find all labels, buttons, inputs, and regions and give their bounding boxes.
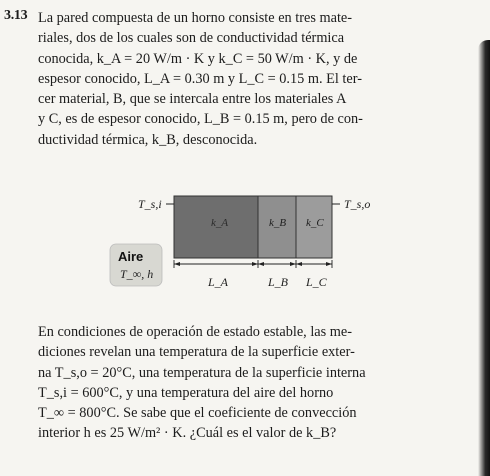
dim-arrow-bc-left	[290, 262, 296, 266]
problem-body	[38, 322, 450, 444]
k-a-label: k_A	[211, 217, 229, 229]
body-line: T_s,i = 600°C, y una temperatura del aire del horno	[38, 384, 334, 401]
dim-arrow-bc-right	[296, 262, 302, 266]
intro-line: ductividad térmica, k_B, desconocida.	[38, 131, 258, 148]
k-b-label: k_B	[269, 217, 287, 229]
dim-arrow-ab-left	[252, 262, 258, 266]
aire-label: Aire	[118, 249, 144, 264]
body-line: En condiciones de operación de estado estable, las me-	[38, 324, 353, 340]
k-c-label: k_C	[306, 217, 324, 229]
problem-intro	[38, 8, 450, 150]
l-b-label: L_B	[268, 275, 289, 289]
intro-line: espesor conocido, L_A = 0.30 m y L_C = 0.15 m. El ter-	[38, 70, 362, 87]
dim-arrow-ab-right	[258, 262, 264, 266]
intro-line: y C, es de espesor conocido, L_B = 0.15 m, pero de con-	[38, 111, 363, 128]
dim-arrow-right	[326, 262, 332, 266]
intro-line: cer material, B, que se intercala entre los materiales A	[38, 91, 347, 108]
t-so-label: T_s,o	[344, 197, 371, 211]
body-line: diciones revelan una temperatura de la superficie exter-	[38, 344, 355, 361]
dim-arrow-left	[174, 262, 180, 266]
composite-wall-figure	[108, 190, 398, 300]
body-line: interior h es 25 W/m² · K. ¿Cuál es el valor de k_B?	[38, 425, 337, 442]
intro-line: La pared compuesta de un horno consiste en tres mate-	[38, 10, 353, 26]
intro-line: conocida, k_A = 20 W/m · K y k_C = 50 W/m · K, y de	[38, 50, 358, 67]
t-si-label: T_s,i	[138, 197, 162, 211]
body-line: na T_s,o = 20°C, una temperatura de la superficie interna	[38, 364, 366, 381]
t-inf-h-label: T_∞, h	[120, 267, 154, 281]
intro-line: riales, dos de los cuales son de conductividad térmica	[38, 30, 345, 47]
l-a-label: L_A	[208, 275, 229, 289]
body-line: T_∞ = 800°C. Se sabe que el coeficiente de convección	[38, 405, 357, 422]
problem-number: 3.13	[4, 8, 28, 23]
l-c-label: L_C	[306, 275, 327, 289]
page-edge-shadow	[478, 40, 490, 476]
